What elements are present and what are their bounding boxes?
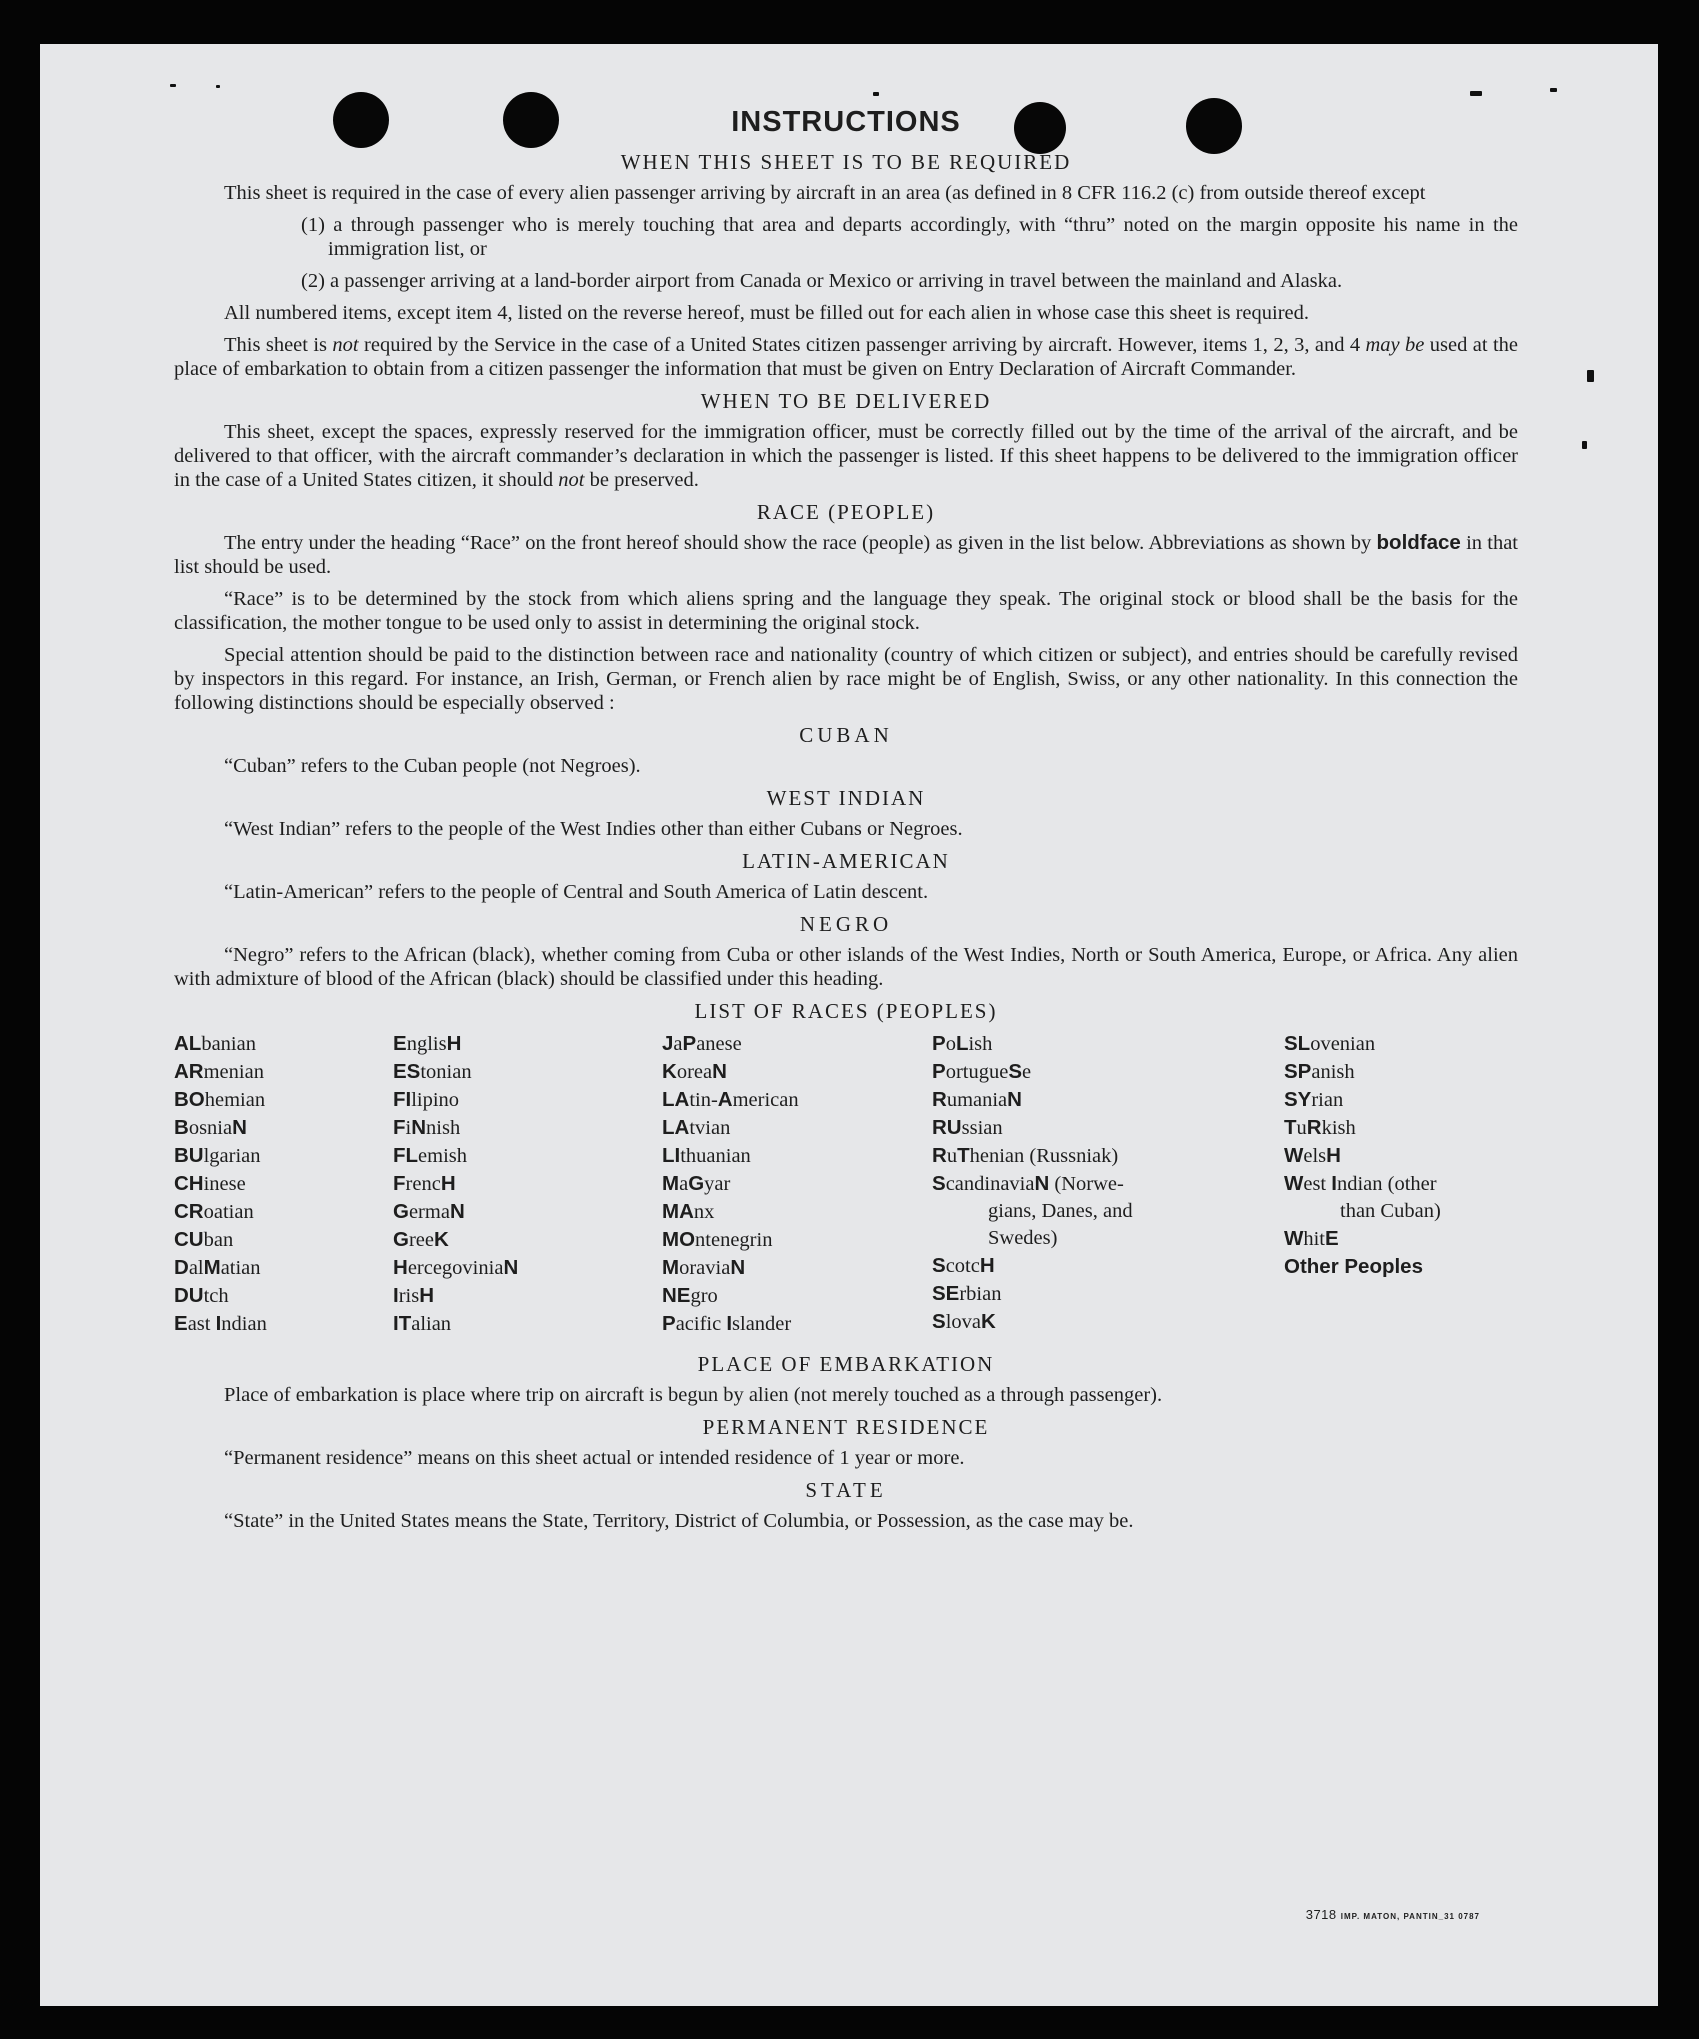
race-text: i <box>405 1117 412 1139</box>
race-text: renc <box>405 1173 441 1195</box>
race-text: est <box>1303 1173 1332 1195</box>
race-text: ree <box>408 1229 434 1251</box>
race-column-5 <box>1284 1030 1441 1281</box>
race-text: lgarian <box>203 1145 261 1167</box>
race-text: E <box>393 1032 407 1055</box>
race-text: H <box>440 1172 456 1195</box>
race-entry <box>662 1282 799 1310</box>
race-entry <box>662 1030 799 1058</box>
race-text: H <box>979 1254 995 1277</box>
document-page <box>40 44 1658 2006</box>
race-text: L <box>955 1032 969 1055</box>
section-heading-state: STATE <box>805 1478 887 1502</box>
race-text: P <box>682 1032 697 1055</box>
race-text: osnia <box>188 1117 233 1139</box>
race-text: ntenegrin <box>695 1229 773 1251</box>
race-text: CH <box>174 1172 204 1195</box>
race-text: R <box>932 1088 947 1111</box>
race-entry <box>393 1142 518 1170</box>
race-text: cotc <box>945 1255 980 1277</box>
race-text: Other Peoples <box>1284 1255 1423 1278</box>
race-text: than Cuban) <box>1340 1200 1441 1222</box>
race-text: gro <box>690 1285 718 1307</box>
race-text: yar <box>704 1173 731 1195</box>
race-entry <box>932 1058 1133 1086</box>
paragraph: “Cuban” refers to the Cuban people (not Negroes). <box>224 755 641 777</box>
race-text: ES <box>393 1060 421 1083</box>
speck <box>1587 370 1594 382</box>
section-heading-race: RACE (PEOPLE) <box>756 500 936 524</box>
race-text: merican <box>732 1089 799 1111</box>
race-text: J <box>662 1032 674 1055</box>
race-text: ortugue <box>945 1061 1009 1083</box>
race-text: BO <box>174 1088 205 1111</box>
race-text: thuanian <box>680 1145 751 1167</box>
section-heading-embarkation: PLACE OF EMBARKATION <box>697 1352 995 1376</box>
race-entry <box>932 1142 1133 1170</box>
race-entry <box>1284 1030 1441 1058</box>
race-text: P <box>662 1312 676 1335</box>
race-column-3 <box>662 1030 799 1338</box>
race-text: CR <box>174 1200 204 1223</box>
race-entry <box>393 1226 518 1254</box>
race-text: candinavia <box>945 1173 1035 1195</box>
race-text: ndian (other <box>1336 1173 1437 1195</box>
race-entry <box>932 1030 1133 1058</box>
race-text: CU <box>174 1228 204 1251</box>
race-text: LA <box>662 1116 690 1139</box>
race-text: rian <box>1311 1089 1344 1111</box>
race-text: atian <box>220 1257 261 1279</box>
section-heading-list-of-races: LIST OF RACES (PEOPLES) <box>694 999 998 1023</box>
race-text: H <box>1326 1144 1341 1167</box>
speck <box>873 92 879 96</box>
race-text: els <box>1303 1145 1327 1167</box>
paragraph: “Race” is to be determined by the stock from which aliens spring and the language they speak. The original stock or blood shall be the basis for the classification, the mother tongue to be used only to assist in determining the original stock. <box>174 588 1518 634</box>
race-entry <box>662 1226 799 1254</box>
paragraph: The entry under the heading “Race” on the front hereof should show the race (people) as given in the list below. Abbreviations as shown by boldface in that list should be used. <box>174 531 1518 578</box>
race-text: tch <box>203 1285 229 1307</box>
race-column-2 <box>393 1030 518 1338</box>
section-heading-delivered: WHEN TO BE DELIVERED <box>700 389 992 413</box>
race-text: W <box>1284 1227 1304 1250</box>
race-text: K <box>433 1228 449 1251</box>
race-text: G <box>393 1200 409 1223</box>
paragraph: “West Indian” refers to the people of the West Indies other than either Cubans or Negroes. <box>224 818 963 840</box>
race-text: kish <box>1321 1117 1356 1139</box>
race-text: I <box>1331 1172 1337 1195</box>
race-text: N <box>411 1116 427 1139</box>
race-text: a <box>679 1173 689 1195</box>
race-text: ssian <box>961 1117 1003 1139</box>
race-text: S <box>932 1310 946 1333</box>
race-entry <box>393 1114 518 1142</box>
race-text: oravia <box>679 1257 731 1279</box>
race-entry <box>1284 1142 1441 1170</box>
printer-name: IMP. MATON, PANTIN_31 0787 <box>1340 1912 1480 1921</box>
speck <box>216 85 220 88</box>
race-text: al <box>188 1257 204 1279</box>
race-text: e <box>1022 1061 1032 1083</box>
race-text: lipino <box>411 1089 460 1111</box>
race-text: MA <box>662 1200 694 1223</box>
race-text: W <box>1284 1144 1304 1167</box>
race-entry <box>174 1114 267 1142</box>
race-entry <box>662 1142 799 1170</box>
race-text: acific <box>675 1313 727 1335</box>
race-text: M <box>662 1172 680 1195</box>
race-text: BU <box>174 1144 204 1167</box>
race-text: N <box>712 1060 727 1083</box>
race-entry <box>932 1086 1133 1114</box>
race-entry <box>932 1225 1133 1252</box>
speck <box>1470 91 1482 96</box>
race-entry <box>393 1282 518 1310</box>
race-column-4 <box>932 1030 1133 1336</box>
race-entry <box>932 1308 1133 1336</box>
race-text: H <box>446 1032 462 1055</box>
race-text: D <box>174 1256 189 1279</box>
race-text: AL <box>174 1032 202 1055</box>
race-entry <box>662 1170 799 1198</box>
race-text: MO <box>662 1228 696 1251</box>
race-text: ovenian <box>1310 1033 1376 1055</box>
race-text: S <box>932 1172 946 1195</box>
paragraph: All numbered items, except item 4, listed on the reverse hereof, must be filled out for each alien in whose case this sheet is required. <box>224 302 1310 324</box>
race-entry <box>1284 1170 1441 1198</box>
race-entry <box>393 1170 518 1198</box>
race-text: nglis <box>406 1033 447 1055</box>
race-entry <box>174 1254 267 1282</box>
race-text: menian <box>203 1061 264 1083</box>
paragraph: This sheet is required in the case of every alien passenger arriving by aircraft in an area (as defined in 8 CFR 116.2 (c) from outside thereof except <box>224 182 1426 204</box>
race-entry <box>932 1198 1133 1225</box>
race-entry <box>174 1142 267 1170</box>
race-text: N <box>503 1256 519 1279</box>
race-text: anese <box>696 1033 742 1055</box>
section-heading-permanent-residence: PERMANENT RESIDENCE <box>702 1415 990 1439</box>
race-text: M <box>662 1256 680 1279</box>
race-text: slander <box>732 1313 792 1335</box>
race-entry <box>393 1058 518 1086</box>
section-heading-west-indian: WEST INDIAN <box>766 786 926 810</box>
paragraph: “Negro” refers to the African (black), whether coming from Cuba or other islands of the West Indies, North or South America, Europe, or Africa. Any alien with admixture of blood of the African (black) should be classified under this heading. <box>174 944 1518 990</box>
race-list <box>174 1030 1518 1340</box>
race-text: ndian <box>221 1313 267 1335</box>
race-entry <box>932 1252 1133 1280</box>
race-text: hemian <box>204 1089 266 1111</box>
race-text: rbian <box>959 1283 1002 1305</box>
race-text: NE <box>662 1284 691 1307</box>
race-text: N <box>730 1256 746 1279</box>
section-heading-latin-american: LATIN-AMERICAN <box>742 849 950 873</box>
race-entry <box>174 1086 267 1114</box>
race-text: I <box>215 1312 222 1335</box>
speck <box>170 84 176 87</box>
race-text: gians, Danes, and <box>988 1200 1133 1222</box>
race-text: u <box>1296 1117 1307 1139</box>
race-text: emish <box>418 1145 468 1167</box>
speck <box>1550 88 1557 92</box>
race-text: (Norwe- <box>1049 1173 1124 1195</box>
race-entry <box>174 1058 267 1086</box>
race-text: Swedes) <box>988 1227 1058 1249</box>
race-entry <box>174 1282 267 1310</box>
printer-imprint <box>1306 1907 1480 1922</box>
race-text: I <box>393 1284 399 1307</box>
race-text: IT <box>393 1312 412 1335</box>
race-text: hit <box>1303 1228 1326 1250</box>
race-entry <box>393 1030 518 1058</box>
paragraph: This sheet is not required by the Service in the case of a United States citizen passenger arriving by aircraft. However, items 1, 2, 3, and 4 may be used at the place of embarkation to obtain from a citizen passenger the information that must be given on Entry Declaration of Aircraft Commander. <box>174 334 1518 380</box>
race-text: ast <box>187 1313 216 1335</box>
race-text: LA <box>662 1088 690 1111</box>
race-text: N <box>1007 1088 1022 1111</box>
race-text: tonian <box>420 1061 472 1083</box>
race-text: B <box>174 1116 189 1139</box>
race-entry <box>662 1198 799 1226</box>
race-text: erma <box>408 1201 450 1223</box>
paragraph: Special attention should be paid to the distinction between race and nationality (country of which citizen or subject), and entries should be carefully revised by inspectors in this regard. For instance, an Irish, German, or French alien by race might be of English, Swiss, or any other nationality. In this connection the following distinctions should be especially observed : <box>174 644 1518 714</box>
race-entry <box>1284 1086 1441 1114</box>
section-heading-cuban: CUBAN <box>799 723 893 747</box>
race-text: a <box>673 1033 683 1055</box>
race-text: R <box>1306 1116 1322 1139</box>
race-text: inese <box>203 1173 246 1195</box>
race-text: ban <box>203 1229 234 1251</box>
race-text: G <box>688 1172 705 1195</box>
exception-item-1: (1) a through passenger who is merely touching that area and departs accordingly, with “thru” noted on the margin opposite his name in the immigration list, or <box>301 214 1518 260</box>
section-heading-required: WHEN THIS SHEET IS TO BE REQUIRED <box>620 150 1072 174</box>
race-text: SY <box>1284 1088 1312 1111</box>
race-entry <box>174 1170 267 1198</box>
race-entry <box>393 1198 518 1226</box>
paragraph: “Latin-American” refers to the people of Central and South America of Latin descent. <box>224 881 929 903</box>
race-text: N <box>232 1116 247 1139</box>
race-text: P <box>932 1032 946 1055</box>
form-number: 3718 <box>1305 1907 1337 1922</box>
race-entry <box>1284 1058 1441 1086</box>
race-entry <box>662 1086 799 1114</box>
race-text: LI <box>662 1144 681 1167</box>
race-text: AR <box>174 1060 204 1083</box>
race-text: orea <box>676 1061 713 1083</box>
speck <box>1582 441 1587 449</box>
section-heading-negro: NEGRO <box>799 912 893 936</box>
race-text: o <box>945 1033 956 1055</box>
exception-item-2: (2) a passenger arriving at a land-border airport from Canada or Mexico or arriving in travel between the mainland and Alaska. <box>301 270 1343 292</box>
race-text: F <box>393 1116 406 1139</box>
paragraph: Place of embarkation is place where trip on aircraft is begun by alien (not merely touched as a through passenger). <box>224 1384 1163 1406</box>
race-text: banian <box>201 1033 256 1055</box>
race-text: G <box>393 1228 409 1251</box>
race-text: DU <box>174 1284 204 1307</box>
race-text: nx <box>693 1201 715 1223</box>
race-text: H <box>393 1256 408 1279</box>
race-text: I <box>726 1312 733 1335</box>
race-text: SE <box>932 1282 960 1305</box>
race-entry <box>174 1310 267 1338</box>
race-entry <box>1284 1198 1441 1225</box>
race-entry <box>393 1086 518 1114</box>
race-text: anish <box>1311 1061 1355 1083</box>
race-text: R <box>932 1144 947 1167</box>
race-entry <box>662 1058 799 1086</box>
race-entry <box>932 1280 1133 1308</box>
race-text: S <box>1008 1060 1022 1083</box>
instructions-content <box>174 106 1518 1541</box>
race-entry <box>932 1170 1133 1198</box>
race-text: A <box>717 1088 733 1111</box>
race-text: alian <box>411 1313 452 1335</box>
race-text: tin- <box>689 1089 718 1111</box>
race-text: nish <box>426 1117 461 1139</box>
race-entry <box>932 1114 1133 1142</box>
race-entry <box>662 1254 799 1282</box>
race-entry <box>1284 1225 1441 1253</box>
race-text: ercegovinia <box>407 1257 504 1279</box>
race-text: SP <box>1284 1060 1312 1083</box>
race-entry <box>174 1030 267 1058</box>
race-text: umania <box>946 1089 1008 1111</box>
race-text: E <box>1325 1227 1339 1250</box>
race-entry <box>174 1198 267 1226</box>
race-entry <box>1284 1253 1441 1281</box>
paragraph: This sheet, except the spaces, expressly reserved for the immigration officer, must be correctly filled out by the time of the arrival of the aircraft, and be delivered to that officer, with the aircraft commander’s declaration in which the passenger is listed. If this sheet happens to be delivered to the immigration officer in the case of a United States citizen, it should not be preserved. <box>174 421 1518 491</box>
race-text: ish <box>968 1033 993 1055</box>
race-text: W <box>1284 1172 1304 1195</box>
race-text: M <box>203 1256 221 1279</box>
race-text: lova <box>945 1311 981 1333</box>
race-entry <box>393 1310 518 1338</box>
race-entry <box>1284 1114 1441 1142</box>
race-text: henian (Russniak) <box>969 1145 1119 1167</box>
race-text: E <box>174 1312 188 1335</box>
race-text: T <box>1284 1116 1297 1139</box>
race-text: H <box>419 1284 435 1307</box>
paragraph: “Permanent residence” means on this sheet actual or intended residence of 1 year or more. <box>224 1447 965 1469</box>
race-text: u <box>946 1145 958 1167</box>
race-text: oatian <box>203 1201 254 1223</box>
race-text: ris <box>398 1285 420 1307</box>
race-text: FL <box>393 1144 419 1167</box>
page-title: INSTRUCTIONS <box>731 106 961 138</box>
race-text: N <box>1034 1172 1050 1195</box>
race-entry <box>662 1310 799 1338</box>
race-entry <box>393 1254 518 1282</box>
race-text: N <box>449 1200 465 1223</box>
race-text: S <box>932 1254 946 1277</box>
race-text: RU <box>932 1116 962 1139</box>
race-entry <box>662 1114 799 1142</box>
paragraph: “State” in the United States means the State, Territory, District of Columbia, or Possession, as the case may be. <box>224 1510 1134 1532</box>
race-column-1 <box>174 1030 267 1338</box>
race-text: tvian <box>689 1117 731 1139</box>
race-text: SL <box>1284 1032 1311 1055</box>
race-entry <box>174 1226 267 1254</box>
race-text: FI <box>393 1088 412 1111</box>
race-text: K <box>980 1310 996 1333</box>
race-text: T <box>957 1144 970 1167</box>
race-text: P <box>932 1060 946 1083</box>
race-text: K <box>662 1060 677 1083</box>
race-text: F <box>393 1172 406 1195</box>
